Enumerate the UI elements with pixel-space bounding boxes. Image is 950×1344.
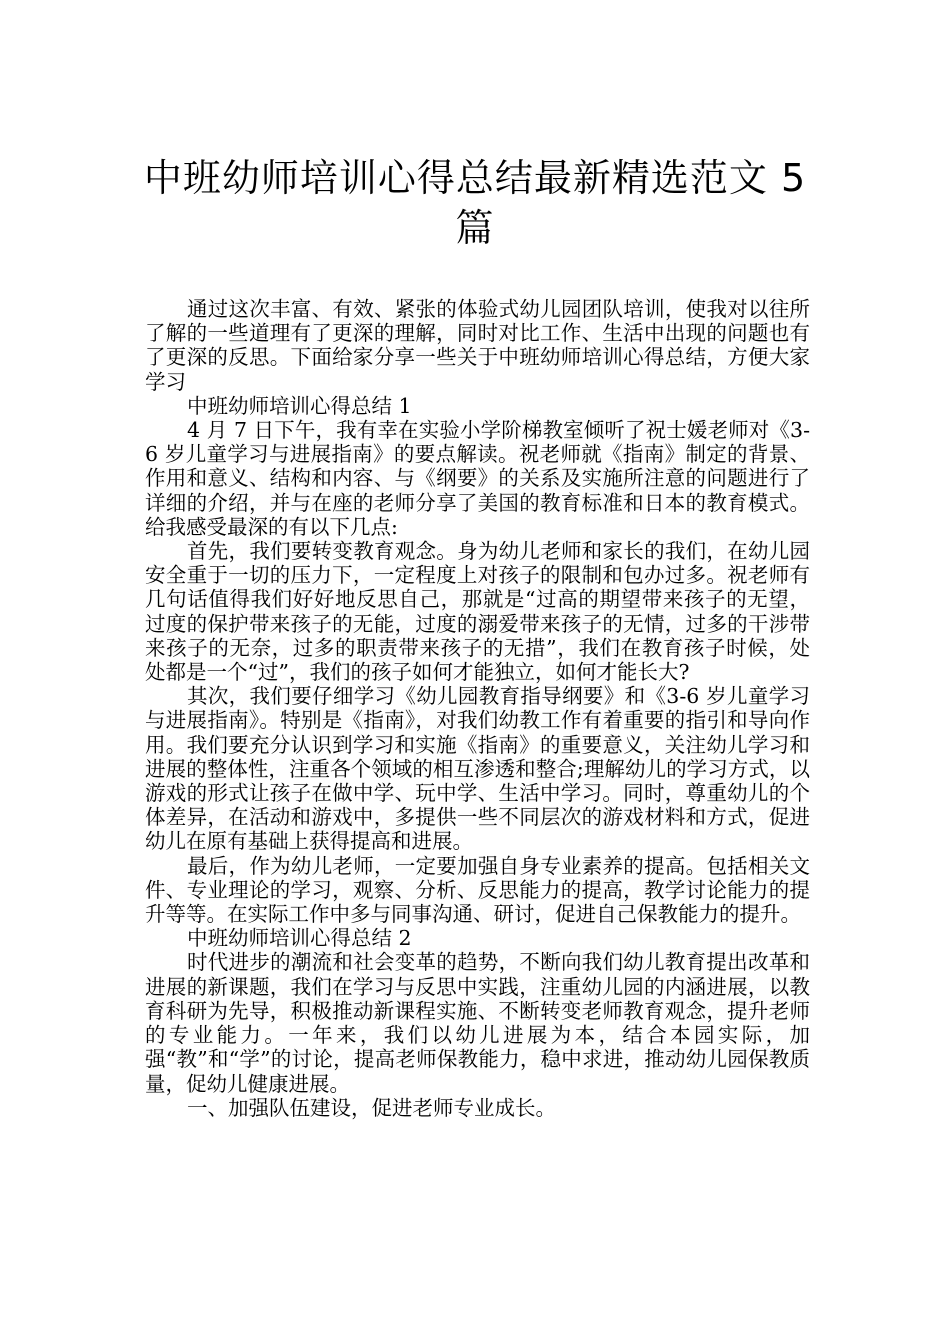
body-paragraph: 4 月 7 日下午，我有幸在实验小学阶梯教室倾听了祝士媛老师对《3-6 岁儿童学习与进展指南》的要点解读。祝老师就《指南》制定的背景、作用和意义、结构和内容、与《纲要》的关系及实施所注意的问题进行了详细的介绍，并与在座的老师分享了美国的教育标准和日本的教育模式。给我感受最深的有以下几点: <box>145 418 810 539</box>
document-body <box>145 297 810 1120</box>
document-title: 中班幼师培训心得总结最新精选范文 5 篇 <box>143 156 807 251</box>
section-heading-1: 中班幼师培训心得总结 1 <box>187 393 412 418</box>
subsection-heading: 一、加强队伍建设，促进老师专业成长。 <box>187 1095 556 1120</box>
body-paragraph: 其次，我们要仔细学习《幼儿园教育指导纲要》和《3-6 岁儿童学习与进展指南》。特别是《指南》，对我们幼教工作有着重要的指引和导向作用。我们要充分认识到学习和实施《指南》的重要意义，关注幼儿学习和进展的整体性，注重各个领域的相互渗透和整合;理解幼儿的学习方式，以游戏的形式让孩子在做中学、玩中学、生活中学习。同时，尊重幼儿的个体差异，在活动和游戏中，多提供一些不同层次的游戏材料和方式，促进幼儿在原有基础上获得提高和进展。 <box>145 684 810 854</box>
section-heading-2: 中班幼师培训心得总结 2 <box>187 926 412 951</box>
body-paragraph: 首先，我们要转变教育观念。身为幼儿老师和家长的我们，在幼儿园安全重于一切的压力下，一定程度上对孩子的限制和包办过多。祝老师有几句话值得我们好好地反思自己，那就是“过高的期望带来孩子的无望，过度的保护带来孩子的无能，过度的溺爱带来孩子的无情，过多的干涉带来孩子的无奈，过多的职责带来孩子的无措”，我们在教育孩子时候，处处都是一个“过”，我们的孩子如何才能独立，如何才能长大? <box>145 539 810 685</box>
body-paragraph: 时代进步的潮流和社会变革的趋势，不断向我们幼儿教育提出改革和进展的新课题，我们在学习与反思中实践，注重幼儿园的内涵进展，以教育科研为先导，积极推动新课程实施、不断转变老师教育观念，提升老师的专业能力。一年来，我们以幼儿进展为本，结合本园实际，加强“教”和“学”的讨论，提高老师保教能力，稳中求进，推动幼儿园保教质量，促幼儿健康进展。 <box>145 950 810 1096</box>
intro-paragraph: 通过这次丰富、有效、紧张的体验式幼儿园团队培训，使我对以往所了解的一些道理有了更深的理解，同时对比工作、生活中出现的问题也有了更深的反思。下面给家分享一些关于中班幼师培训心得总结，方便大家学习 <box>145 297 810 394</box>
body-paragraph: 最后，作为幼儿老师，一定要加强自身专业素养的提高。包括相关文件、专业理论的学习，观察、分析、反思能力的提高，教学讨论能力的提升等等。在实际工作中多与同事沟通、研讨，促进自己保教能力的提升。 <box>145 853 810 927</box>
